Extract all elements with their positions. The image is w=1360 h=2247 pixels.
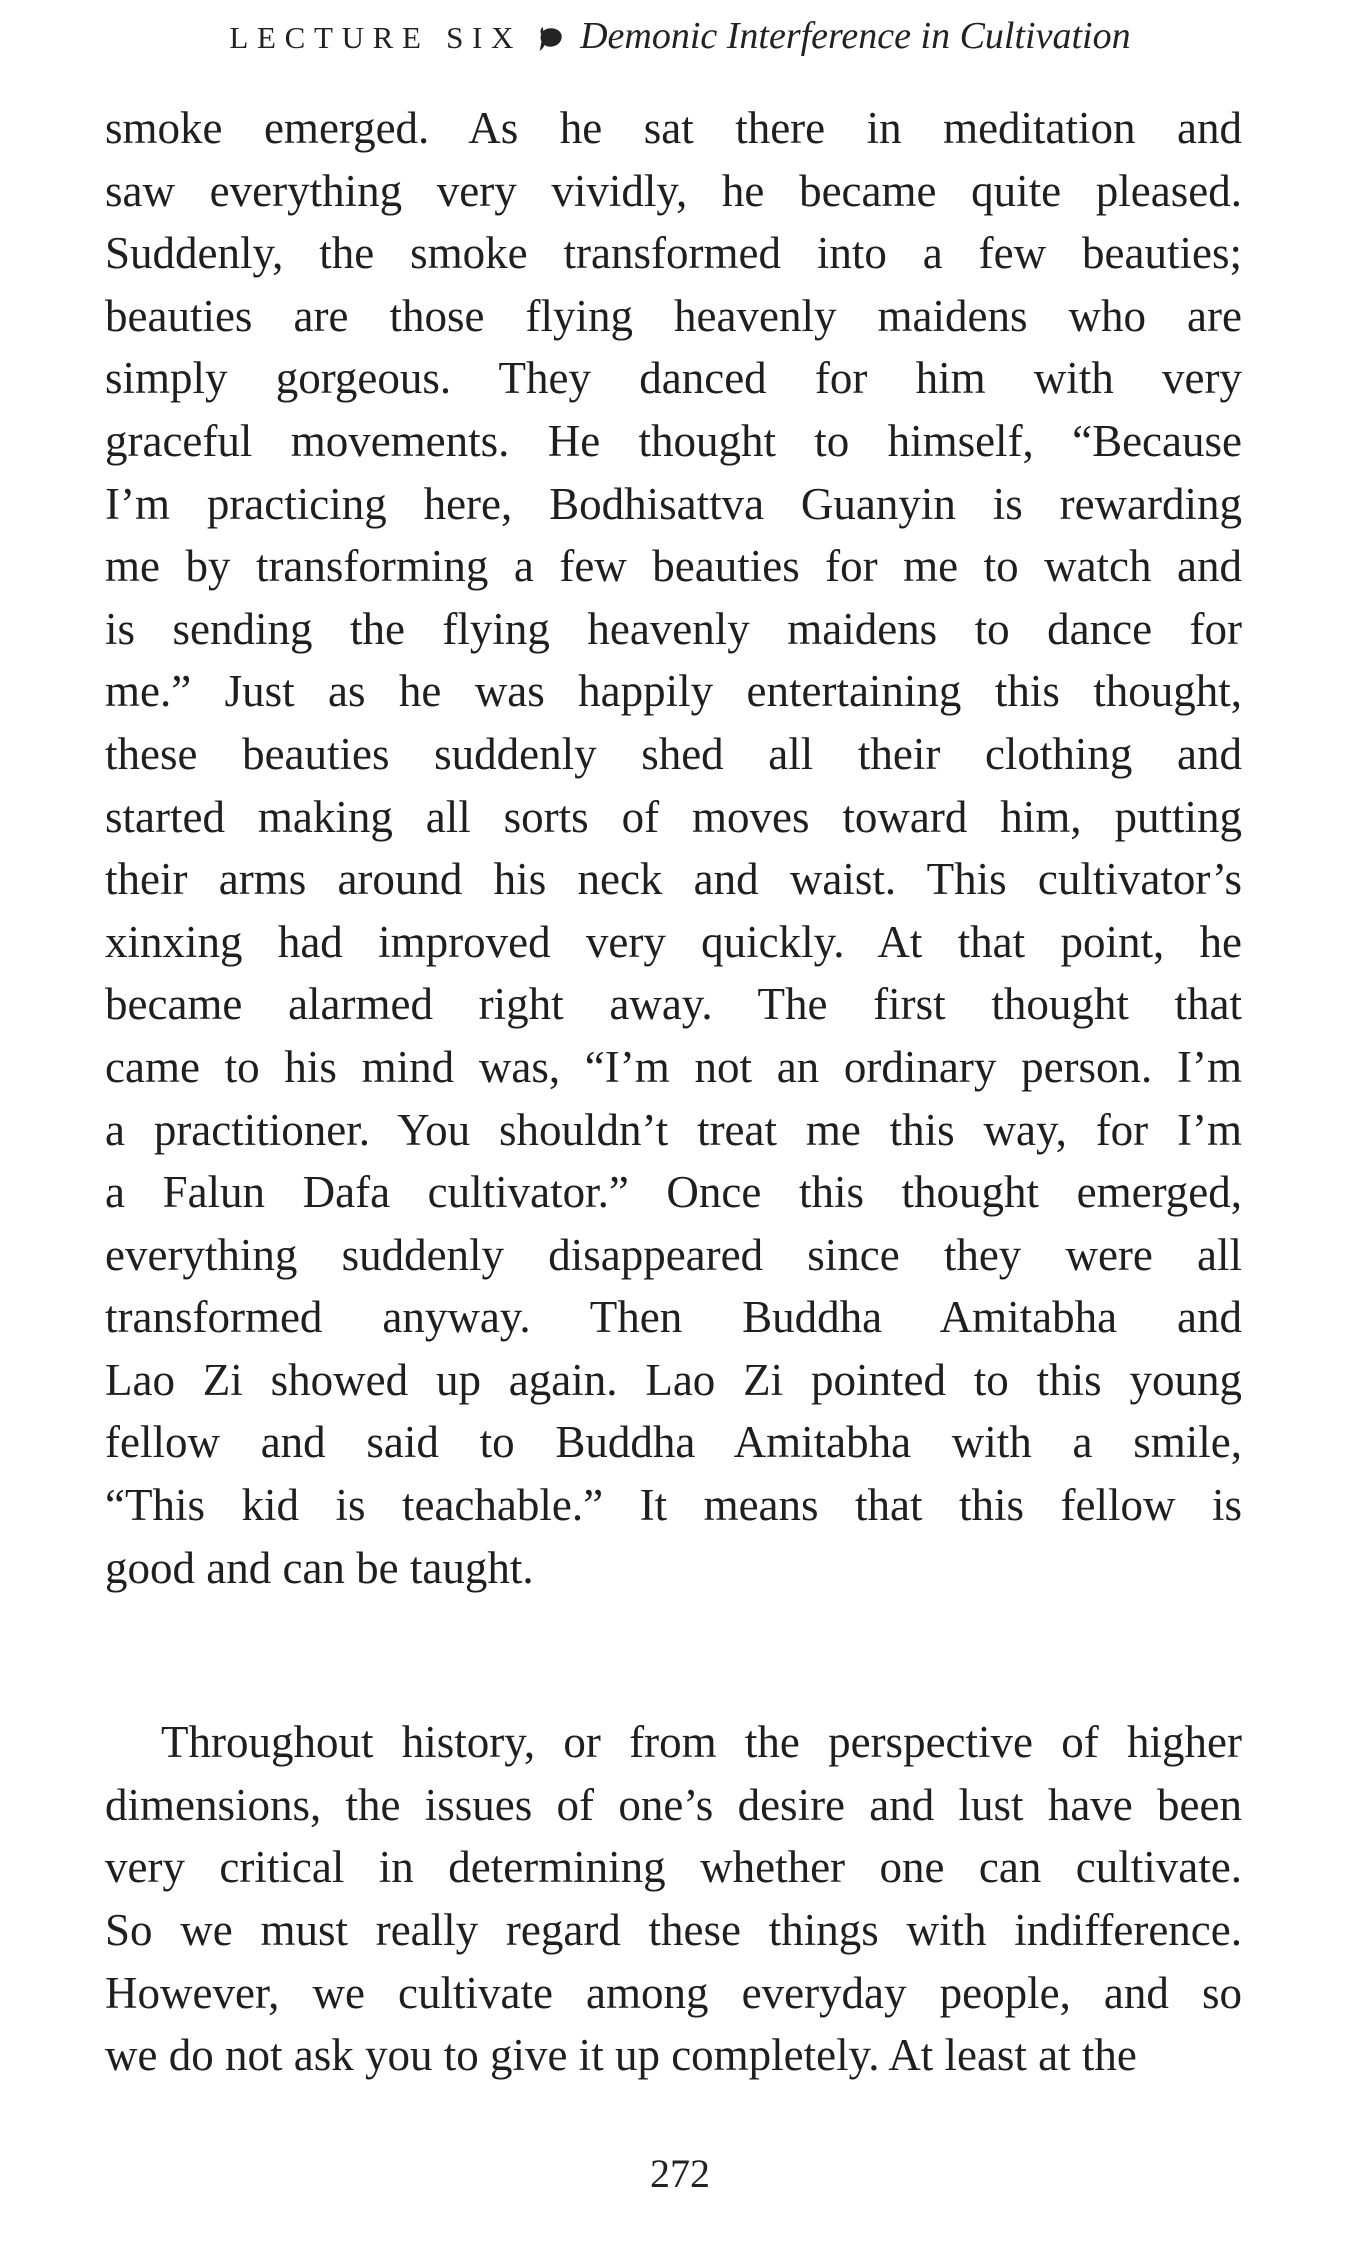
text-line: good and can be taught. — [105, 1542, 534, 1593]
paragraph-1 — [105, 97, 1242, 1599]
text-line: a Falun Dafa cultivator.” Once this thought emerged, — [105, 1167, 1242, 1218]
text-line: So we must really regard these things with indifference. — [105, 1905, 1242, 1956]
text-line: dimensions, the issues of one’s desire and lust have been — [105, 1779, 1242, 1830]
text-line: is sending the flying heavenly maidens to dance for — [105, 603, 1242, 654]
text-line: Lao Zi showed up again. Lao Zi pointed to this young — [105, 1354, 1242, 1405]
page-number: 272 — [650, 2151, 710, 2196]
fleuron-leaf-icon — [538, 25, 564, 53]
text-line: everything suddenly disappeared since they were all — [105, 1229, 1242, 1280]
text-line: Throughout history, or from the perspective of higher — [161, 1717, 1242, 1768]
text-line: started making all sorts of moves toward him, putting — [105, 791, 1242, 842]
text-line: we do not ask you to give it up completely. At least at the — [105, 2030, 1137, 2081]
text-line: beauties are those flying heavenly maidens who are — [105, 290, 1242, 341]
text-line: came to his mind was, “I’m not an ordinary person. I’m — [105, 1041, 1242, 1092]
text-line: these beauties suddenly shed all their clothing and — [105, 728, 1242, 779]
text-line: very critical in determining whether one can cultivate. — [105, 1842, 1242, 1893]
text-line: a practitioner. You shouldn’t treat me this way, for I’m — [105, 1104, 1242, 1155]
text-line: saw everything very vividly, he became quite pleased. — [105, 165, 1242, 216]
text-line: me by transforming a few beauties for me to watch and — [105, 541, 1242, 592]
lecture-section-label: LECTURE SIX — [229, 20, 523, 55]
text-line: simply gorgeous. They danced for him with very — [105, 353, 1242, 404]
text-line: “This kid is teachable.” It means that this fellow is — [105, 1480, 1242, 1531]
text-line: fellow and said to Buddha Amitabha with a smile, — [105, 1417, 1242, 1468]
text-line: Suddenly, the smoke transformed into a few beauties; — [105, 228, 1242, 279]
text-line: transformed anyway. Then Buddha Amitabha and — [105, 1292, 1242, 1343]
text-line: smoke emerged. As he sat there in meditation and — [105, 103, 1242, 153]
text-line: their arms around his neck and waist. This cultivator’s — [105, 854, 1242, 905]
running-header — [0, 14, 1360, 58]
text-line: graceful movements. He thought to himself, “Because — [105, 415, 1242, 466]
text-line: me.” Just as he was happily entertaining this thought, — [105, 666, 1242, 717]
text-line: However, we cultivate among everyday people, and so — [105, 1967, 1242, 2018]
text-line: became alarmed right away. The first thought that — [105, 979, 1242, 1030]
chapter-title: Demonic Interference in Cultivation — [580, 15, 1131, 57]
text-line: I’m practicing here, Bodhisattva Guanyin is rewarding — [105, 478, 1242, 529]
page-body — [105, 97, 1242, 2087]
paragraph-2 — [105, 1711, 1242, 2087]
text-line: xinxing had improved very quickly. At that point, he — [105, 916, 1242, 967]
